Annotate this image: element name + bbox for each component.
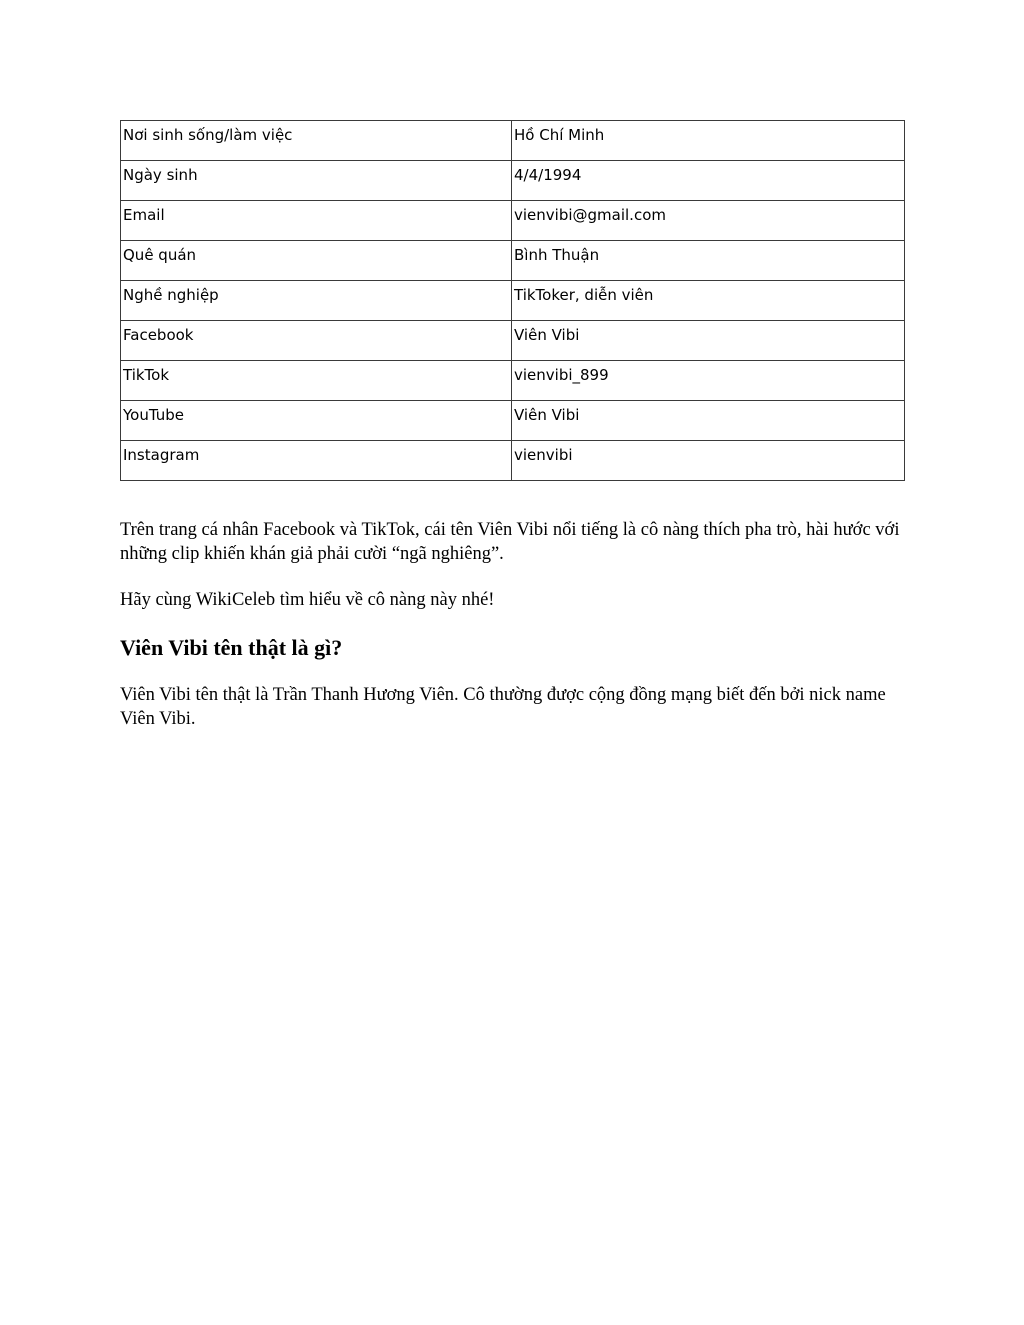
- row-value: vienvibi: [512, 441, 905, 481]
- row-value: Bình Thuận: [512, 241, 905, 281]
- table-row: [121, 241, 905, 281]
- invite-paragraph: Hãy cùng WikiCeleb tìm hiểu về cô nàng này nhé!: [120, 590, 495, 610]
- row-label: Nghề nghiệp: [121, 281, 512, 321]
- row-value: vienvibi@gmail.com: [512, 201, 905, 241]
- row-value: Hồ Chí Minh: [512, 121, 905, 161]
- row-label: Email: [121, 201, 512, 241]
- row-value: Viên Vibi: [512, 401, 905, 441]
- section-paragraph: Viên Vibi tên thật là Trần Thanh Hương Viên. Cô thường được cộng đồng mạng biết đến bởi nick name Viên Vibi.: [120, 685, 886, 729]
- row-value: Viên Vibi: [512, 321, 905, 361]
- table-row: [121, 441, 905, 481]
- row-label: TikTok: [121, 361, 512, 401]
- row-label: Nơi sinh sống/làm việc: [121, 121, 512, 161]
- intro-paragraph: Trên trang cá nhân Facebook và TikTok, cái tên Viên Vibi nổi tiếng là cô nàng thích pha trò, hài hước với những clip khiến khán giả phải cười “ngã nghiêng”.: [120, 520, 900, 564]
- row-label: YouTube: [121, 401, 512, 441]
- table-row: [121, 361, 905, 401]
- row-label: Facebook: [121, 321, 512, 361]
- section-heading: Viên Vibi tên thật là gì?: [120, 635, 343, 660]
- table-row: [121, 281, 905, 321]
- row-label: Instagram: [121, 441, 512, 481]
- row-value: TikToker, diễn viên: [512, 281, 905, 321]
- profile-info-table: [120, 120, 905, 481]
- table-row: [121, 121, 905, 161]
- row-label: Quê quán: [121, 241, 512, 281]
- table-row: [121, 161, 905, 201]
- row-label: Ngày sinh: [121, 161, 512, 201]
- table-row: [121, 321, 905, 361]
- table-row: [121, 401, 905, 441]
- row-value: 4/4/1994: [512, 161, 905, 201]
- row-value: vienvibi_899: [512, 361, 905, 401]
- table-row: [121, 201, 905, 241]
